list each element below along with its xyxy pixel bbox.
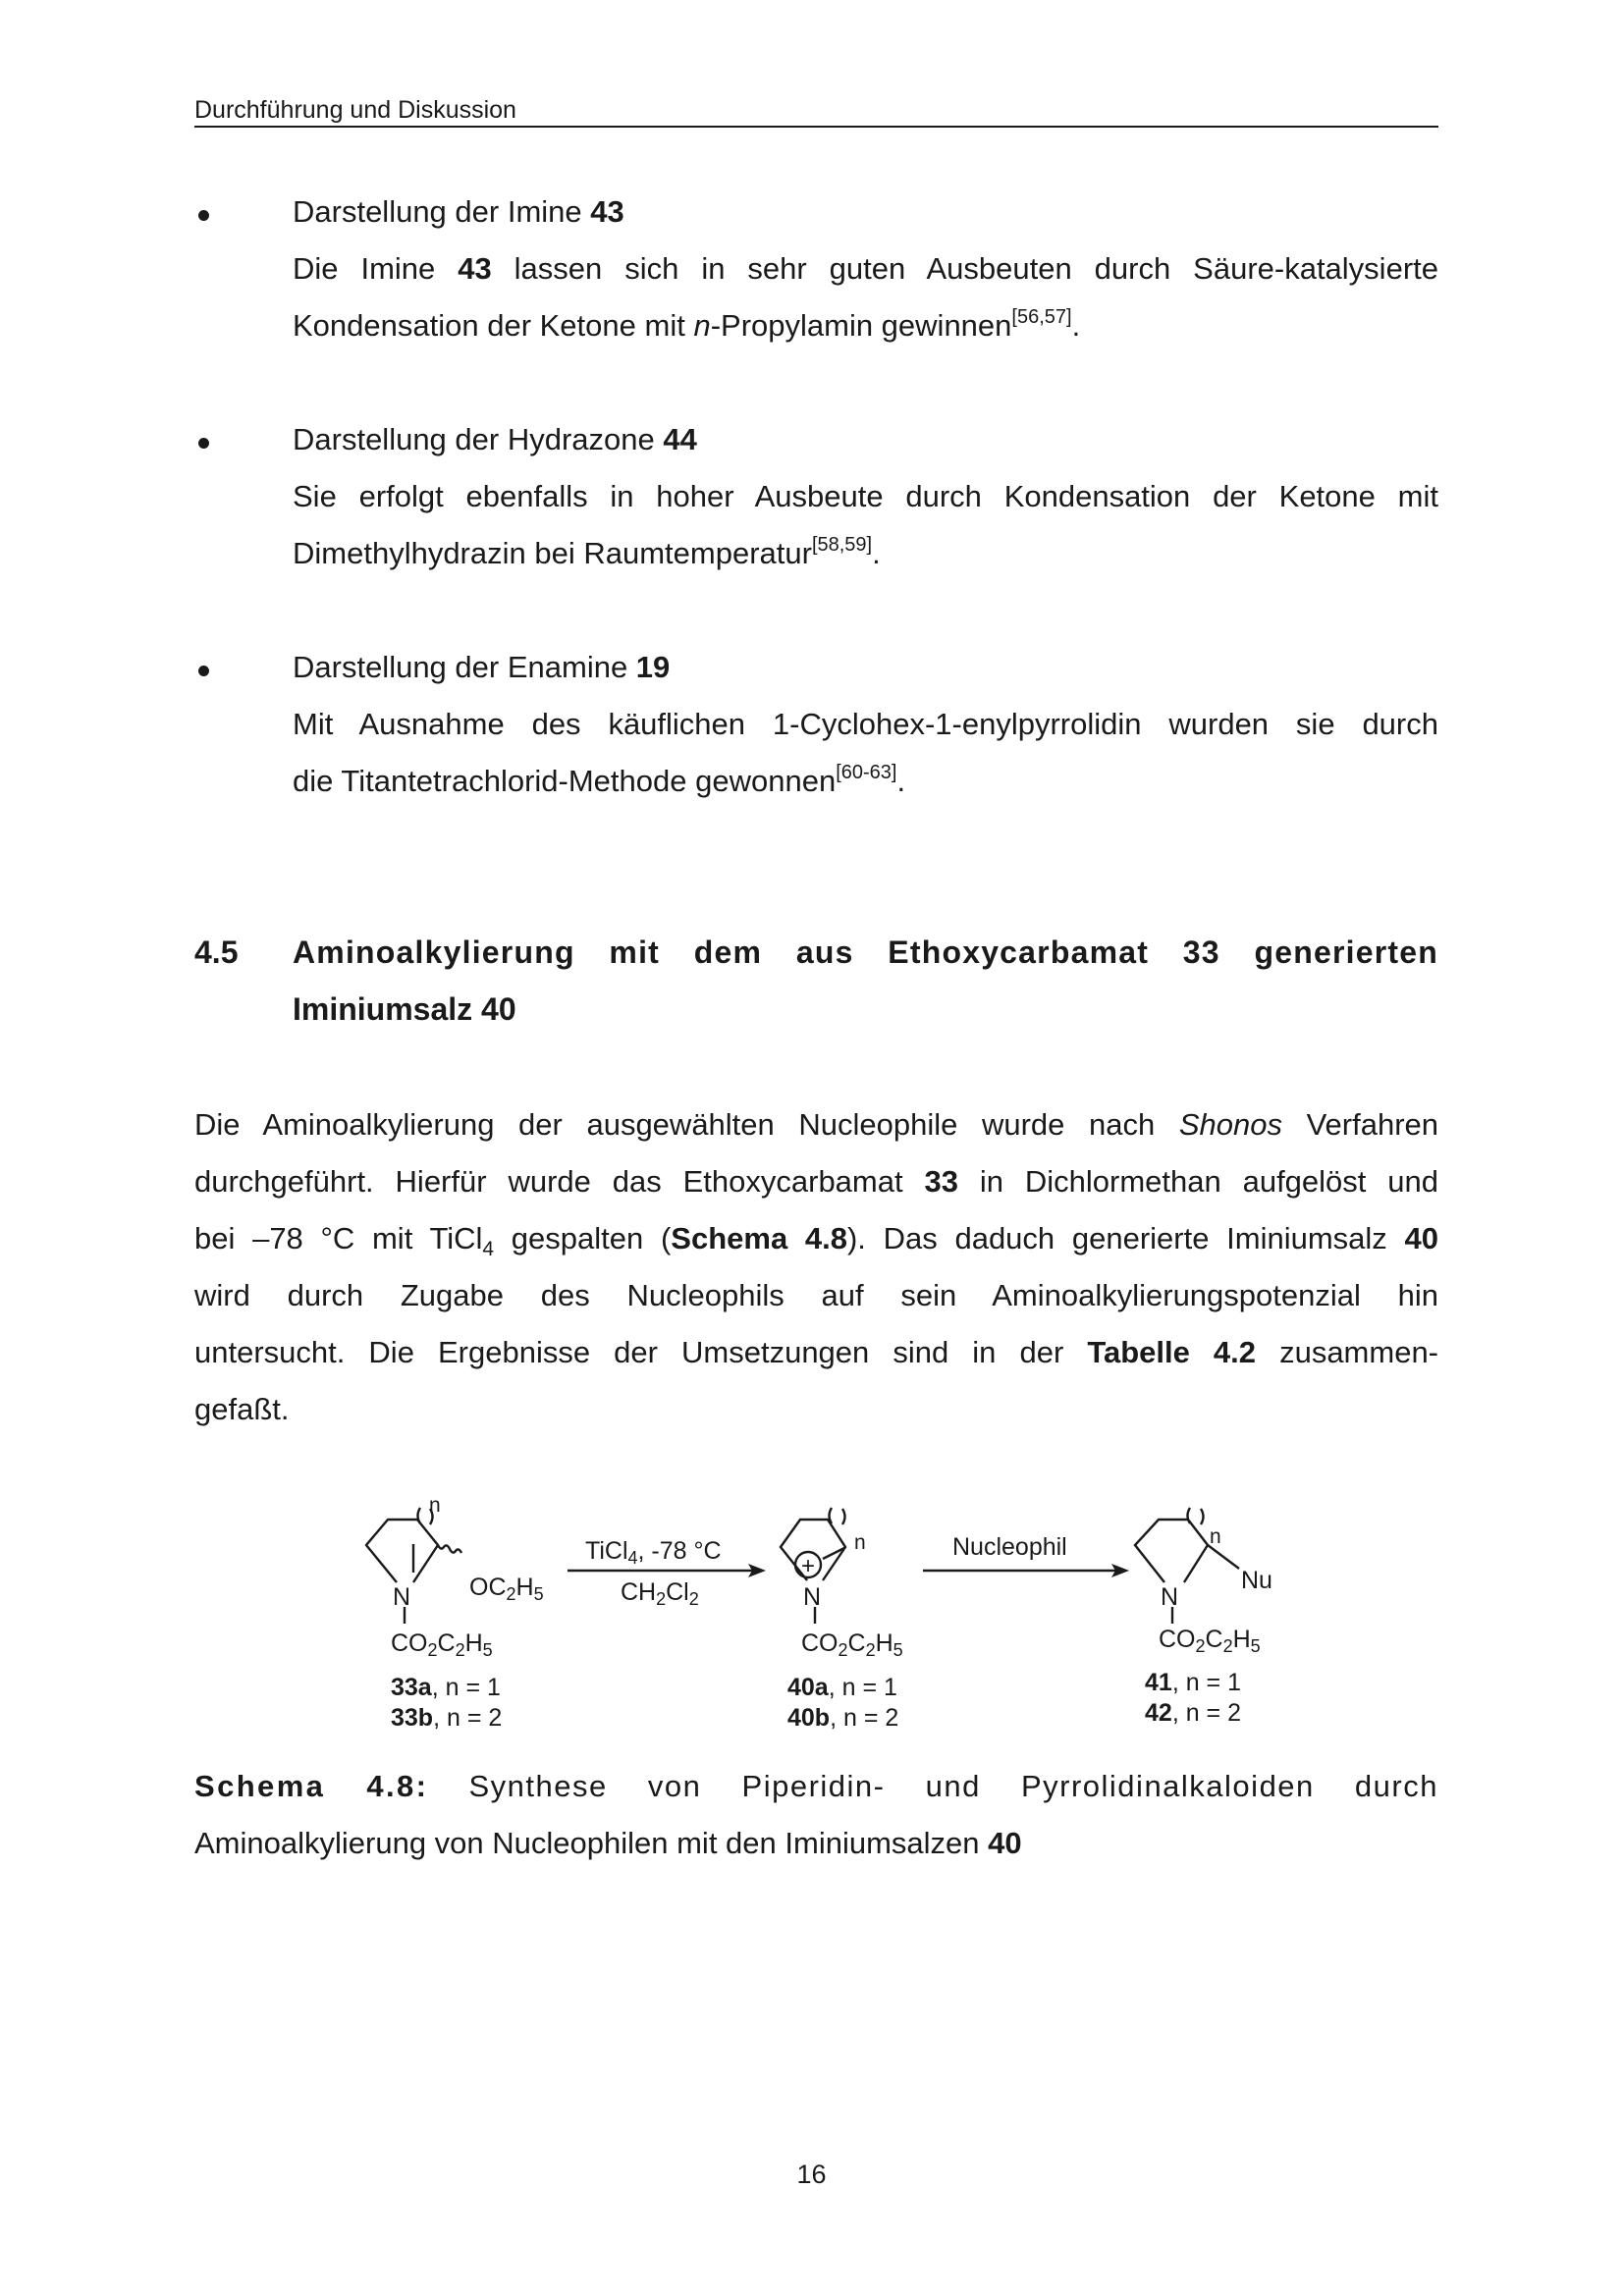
bullet-title: Darstellung der Enamine 19 — [293, 650, 671, 684]
charge-circle — [795, 1552, 821, 1577]
ring-33-paren-right — [430, 1509, 433, 1524]
ring-33 — [366, 1520, 438, 1582]
bullet-text-line: Mit Ausnahme des käuflichen 1-Cyclohex-1-enylpyrrolidin wurden sie durch — [293, 707, 1438, 741]
compound-40b-label: 40b, n = 2 — [787, 1704, 899, 1732]
reagent-ticl4: TiCl$_4$, -78 °C — [585, 1537, 722, 1568]
caption-line: Aminoalkylierung von Nucleophilen mit den Iminiumsalzen 40 — [194, 1826, 1022, 1860]
bullet-dot — [198, 210, 209, 221]
reagent-nucleophil: Nucleophil — [952, 1533, 1067, 1561]
bond-41-nu — [1208, 1545, 1239, 1569]
label-n-41: n — [1210, 1525, 1221, 1548]
arrow-2-head — [1111, 1564, 1129, 1577]
label-oet-33: $OC_2H_5$ — [469, 1574, 544, 1604]
bullet-dot — [198, 438, 209, 449]
paragraph-line: untersucht. Die Ergebnisse der Umsetzungen sind in der Tabelle 4.2 zusammen- — [194, 1335, 1439, 1369]
paragraph-line: bei –78 °C mit TiCl$_4$ gespalten (Schema 4.8). Das daduch generierte Iminiumsalz 40 — [194, 1221, 1438, 1261]
label-n-40: n — [854, 1531, 866, 1554]
paragraph-line: wird durch Zugabe des Nucleophils auf sein Aminoalkylierungspotenzial hin — [194, 1278, 1438, 1312]
page-number: 16 — [796, 2160, 827, 2189]
reagent-ch2cl2: $CH_2Cl_2$ — [621, 1578, 699, 1609]
label-nu: Nu — [1241, 1567, 1272, 1594]
caption-line: Schema 4.8: Synthese von Piperidin- und Pyrrolidinalkaloiden durch — [194, 1769, 1438, 1803]
paragraph-line: durchgeführt. Hierfür wurde das Ethoxycarbamat 33 in Dichlormethan aufgelöst und — [194, 1164, 1439, 1199]
bullet-text-line: Kondensation der Ketone mit n-Propylamin gewinnen[56,57]. — [293, 305, 1081, 343]
caption-label: Schema 4.8: — [194, 1769, 429, 1803]
bullet-text-line: Dimethylhydrazin bei Raumtemperatur[58,59]. — [293, 533, 881, 570]
section-number: 4.5 — [194, 934, 239, 970]
ring-40-paren-left — [830, 1508, 833, 1523]
section-title-line1: Aminoalkylierung mit dem aus Ethoxycarbamat 33 generierten — [293, 934, 1438, 970]
compound-42-label: 42, n = 2 — [1145, 1699, 1242, 1727]
label-carbamate-40: $CO_2C_2H_5$ — [801, 1629, 903, 1660]
ring-41-paren-right — [1201, 1509, 1204, 1524]
running-header — [194, 96, 1438, 128]
ring-40 — [781, 1520, 845, 1580]
label-n-33: n — [429, 1494, 441, 1517]
compound-40a-label: 40a, n = 1 — [787, 1674, 897, 1701]
ring-40-double-bond — [823, 1548, 844, 1559]
bullet-text-line: die Titantetrachlorid-Methode gewonnen[60-63]. — [293, 761, 906, 798]
label-N-41: N — [1161, 1583, 1179, 1611]
bullet-text-line: Sie erfolgt ebenfalls in hoher Ausbeute durch Kondensation der Ketone mit — [293, 479, 1438, 513]
bullet-title: Darstellung der Imine 43 — [293, 194, 624, 229]
bullet-text-line: Die Imine 43 lassen sich in sehr guten Ausbeuten durch Säure-katalysierte — [293, 251, 1438, 286]
label-carbamate-33: $CO_2C_2H_5$ — [391, 1629, 493, 1660]
paragraph-line: Die Aminoalkylierung der ausgewählten Nucleophile wurde nach Shonos Verfahren — [194, 1107, 1438, 1142]
bullet-title: Darstellung der Hydrazone 44 — [293, 422, 697, 456]
bullet-dot — [198, 666, 209, 676]
compound-33b-label: 33b, n = 2 — [391, 1704, 503, 1732]
compound-33a-label: 33a, n = 1 — [391, 1674, 501, 1701]
charge-plus: + — [801, 1553, 816, 1579]
section-title-line2: Iminiumsalz 40 — [293, 991, 516, 1027]
paragraph-line: gefaßt. — [194, 1392, 290, 1426]
citation-ref: [56,57] — [1011, 305, 1072, 328]
label-carbamate-41: $CO_2C_2H_5$ — [1159, 1626, 1261, 1656]
citation-ref: [58,59] — [811, 533, 873, 556]
ring-33-paren-left — [418, 1508, 421, 1523]
running-header-text: Durchführung und Diskussion — [194, 96, 516, 124]
wavy-bond-33 — [438, 1545, 461, 1553]
arrow-1-head — [748, 1564, 766, 1577]
ring-40-paren-right — [842, 1509, 845, 1524]
ring-41-paren-left — [1188, 1508, 1191, 1523]
ring-41 — [1135, 1520, 1208, 1582]
compound-41-label: 41, n = 1 — [1145, 1669, 1242, 1696]
label-N-40: N — [803, 1583, 822, 1611]
citation-ref: [60-63] — [836, 761, 897, 783]
label-N-33: N — [393, 1583, 411, 1611]
